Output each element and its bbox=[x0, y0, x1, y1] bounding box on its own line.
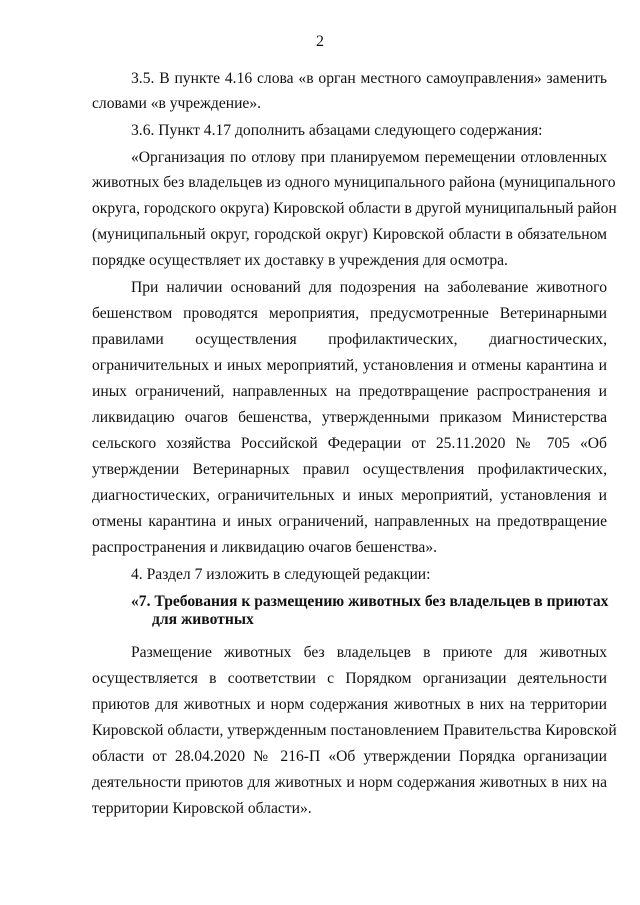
text-line: правилами осуществления профилактических, диагностических, bbox=[92, 331, 607, 348]
text-line: сельского хозяйства Российской Федерации от 25.11.2020 № 705 «Об bbox=[92, 435, 607, 452]
text-line: (муниципальный округ, городской округ) Кировской области в обязательном bbox=[92, 226, 607, 243]
text-line: 4. Раздел 7 изложить в следующей редакции: bbox=[131, 566, 431, 583]
text-line: бешенством проводятся мероприятия, предусмотренные Ветеринарными bbox=[92, 305, 607, 322]
text-line: животных без владельцев из одного муниципального района (муниципального bbox=[92, 174, 616, 191]
text-line: порядке осуществляет их доставку в учреждения для осмотра. bbox=[92, 252, 508, 269]
text-line: иных ограничений, направленных на предотвращение распространения и bbox=[92, 383, 607, 400]
text-line: 3.6. Пункт 4.17 дополнить абзацами следующего содержания: bbox=[131, 122, 543, 139]
text-line: ликвидацию очагов бешенства, утвержденными приказом Министерства bbox=[92, 409, 607, 426]
text-line: осуществляется в соответствии с Порядком организации деятельности bbox=[92, 670, 607, 687]
text-line: словами «в учреждение». bbox=[92, 95, 262, 112]
text-line: территории Кировской области». bbox=[92, 800, 312, 817]
text-line: «Организация по отлову при планируемом перемещении отловленных bbox=[131, 149, 607, 166]
text-line: Кировской области, утвержденным постановлением Правительства Кировской bbox=[92, 722, 617, 739]
text-line: отмены карантина и иных ограничений, направленных на предотвращение bbox=[92, 513, 607, 530]
text-line: диагностических, ограничительных и иных мероприятий, установления и bbox=[92, 487, 607, 504]
text-line: При наличии оснований для подозрения на заболевание животного bbox=[131, 279, 607, 296]
text-line: ограничительных и иных мероприятий, установления и отмены карантина и bbox=[92, 357, 607, 374]
section-heading: «7. Требования к размещению животных без владельцев в приютах bbox=[131, 593, 609, 610]
text-line: 3.5. В пункте 4.16 слова «в орган местного самоуправления» заменить bbox=[131, 70, 607, 87]
section-heading: для животных bbox=[152, 611, 254, 628]
text-line: округа, городского округа) Кировской области в другой муниципальный район bbox=[92, 200, 617, 217]
text-line: приютов для животных и норм содержания животных в них на территории bbox=[92, 696, 607, 713]
page-number: 2 bbox=[316, 33, 324, 50]
text-line: Размещение животных без владельцев в приюте для животных bbox=[131, 644, 607, 661]
text-line: распространения и ликвидацию очагов бешенства». bbox=[92, 539, 438, 556]
text-line: области от 28.04.2020 № 216-П «Об утверждении Порядка организации bbox=[92, 748, 607, 765]
text-line: утверждении Ветеринарных правил осуществления профилактических, bbox=[92, 461, 607, 478]
text-line: деятельности приютов для животных и норм содержания животных в них на bbox=[92, 774, 607, 791]
